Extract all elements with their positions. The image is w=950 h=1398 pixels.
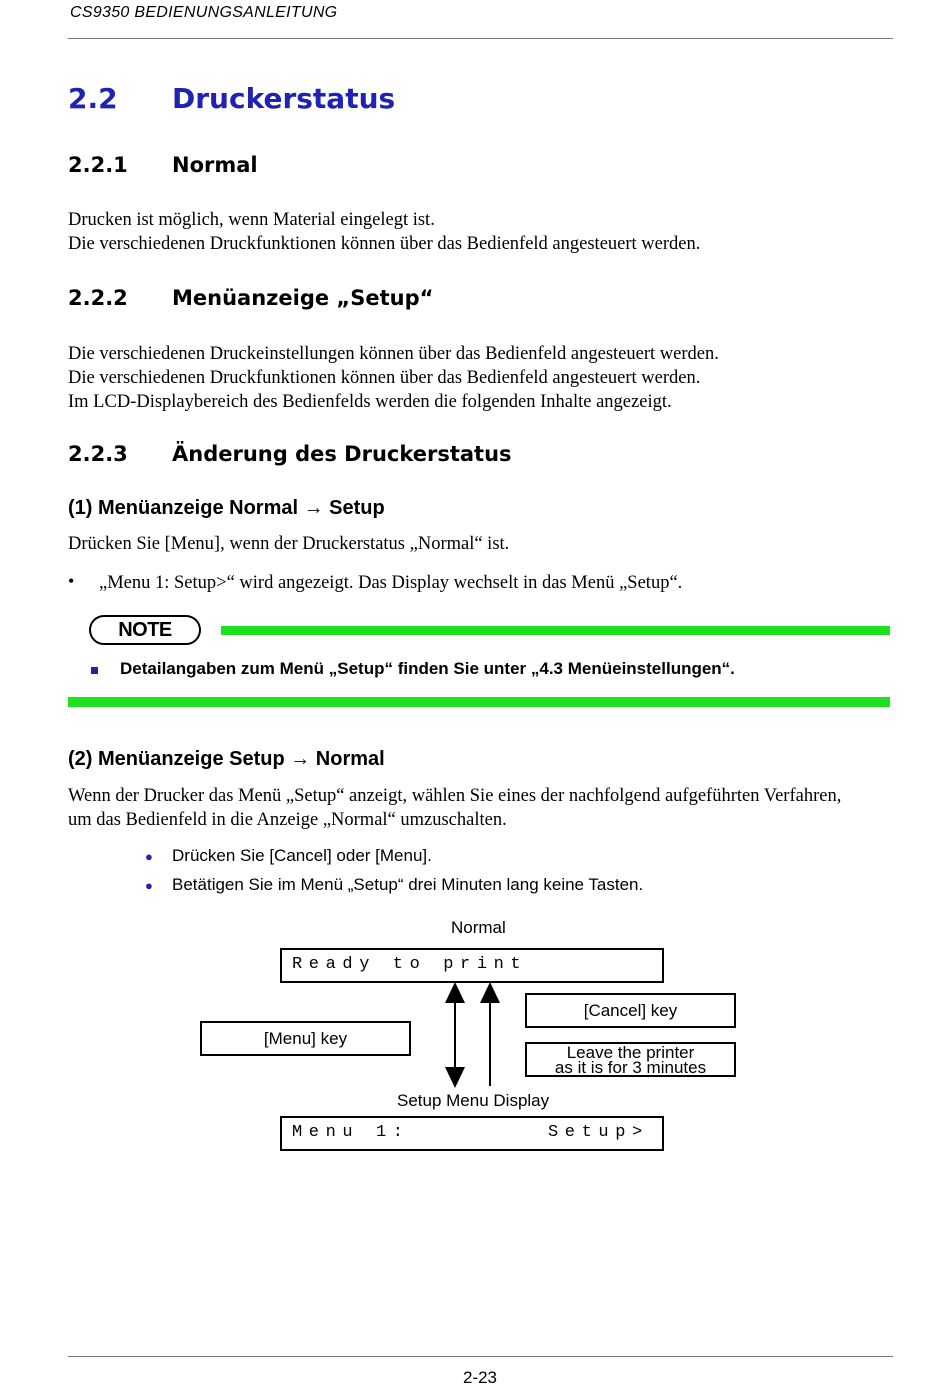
subsection-number: 2.2.2 [68, 286, 128, 310]
text-line: Die verschiedenen Druckfunktionen können über das Bedienfeld angesteuert werden. [68, 234, 701, 254]
footer-rule [68, 1356, 893, 1357]
diagram-setup-label: Setup Menu Display [397, 1091, 550, 1110]
lcd-setup-left: Menu 1: [292, 1123, 410, 1142]
bullet-dot-icon: ● [145, 849, 153, 864]
cancel-key-box: [Cancel] key [525, 993, 736, 1028]
menu-key-box: [Menu] key [200, 1021, 411, 1056]
procedure-heading-1: (1) Menüanzeige Normal → Setup [68, 497, 385, 519]
diagram-normal-label: Normal [451, 918, 506, 937]
timeout-line: Leave the printer [566, 1043, 695, 1062]
note-badge: NOTE [89, 615, 201, 645]
bullet-dot-icon: ● [145, 878, 153, 893]
running-header: CS9350 BEDIENUNGSANLEITUNG [70, 4, 338, 21]
bullet-text: Betätigen Sie im Menü „Setup“ drei Minuten lang keine Tasten. [172, 875, 644, 894]
bullet-marker: • [68, 571, 75, 591]
page-number: 2-23 [462, 1368, 498, 1387]
subsection-title: Normal [172, 153, 258, 177]
subsection-number: 2.2.1 [68, 153, 128, 177]
subsection-title: Menüanzeige „Setup“ [172, 286, 434, 310]
subsection-number: 2.2.3 [68, 442, 128, 466]
note-text: Detailangaben zum Menü „Setup“ finden Sie unter „4.3 Menüeinstellungen“. [120, 659, 735, 678]
text-line: Die verschiedenen Druckeinstellungen können über das Bedienfeld angesteuert werden. [68, 344, 719, 364]
subsection-title: Änderung des Druckerstatus [172, 442, 512, 466]
text-line: Im LCD-Displaybereich des Bedienfelds werden die folgenden Inhalte angezeigt. [68, 392, 672, 412]
section-number: 2.2 [68, 82, 118, 115]
text-line: Drücken Sie [Menu], wenn der Druckerstatus „Normal“ ist. [68, 534, 510, 554]
lcd-setup-right: Setup> [548, 1123, 649, 1142]
double-arrow-icon [445, 982, 465, 1088]
section-title: Druckerstatus [172, 82, 396, 115]
text-line: „Menu 1: Setup>“ wird angezeigt. Das Display wechselt in das Menü „Setup“. [99, 573, 683, 593]
timeout-box [525, 1042, 736, 1077]
text-line: Drucken ist möglich, wenn Material eingelegt ist. [68, 210, 435, 230]
procedure-heading-2: (2) Menüanzeige Setup → Normal [68, 748, 385, 770]
lcd-display-normal: Ready to print [280, 948, 664, 983]
text-line: Die verschiedenen Druckfunktionen können über das Bedienfeld angesteuert werden. [68, 368, 701, 388]
text-line: um das Bedienfeld in die Anzeige „Normal“ umzuschalten. [68, 810, 507, 830]
lcd-display-setup [280, 1116, 664, 1151]
text-line: Wenn der Drucker das Menü „Setup“ anzeigt, wählen Sie eines der nachfolgend aufgeführten Verfahren, [68, 786, 842, 806]
up-arrow-icon [480, 982, 500, 1086]
timeout-line: as it is for 3 minutes [554, 1058, 707, 1077]
bullet-text: Drücken Sie [Cancel] oder [Menu]. [172, 846, 432, 865]
